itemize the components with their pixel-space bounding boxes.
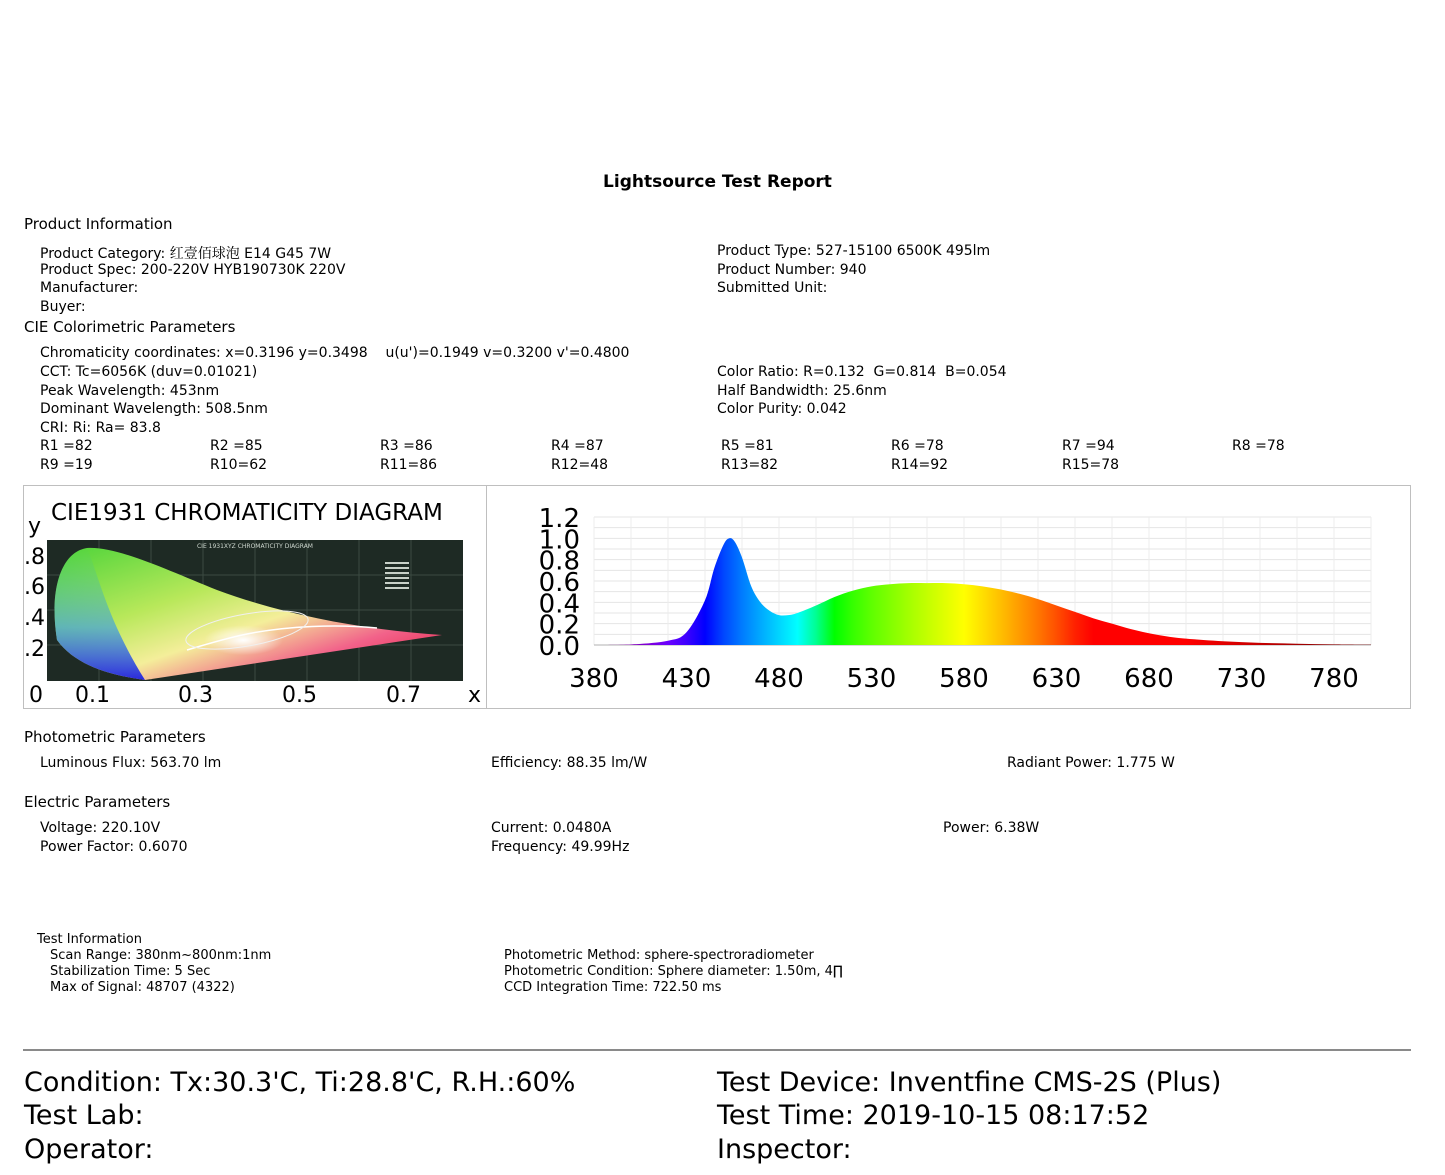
cie-horseshoe-image — [47, 540, 463, 681]
cie-diagram-panel — [23, 485, 487, 709]
power-factor: Power Factor: 0.6070 — [40, 839, 188, 855]
spectrum-y-tick-label: 0.8 — [538, 546, 580, 577]
spectrum-x-tick-label: 430 — [661, 664, 712, 694]
cie-y-tick: .4 — [24, 606, 45, 631]
luminous-flux: Luminous Flux: 563.70 lm — [40, 755, 222, 771]
cie-diagram-title: CIE1931 CHROMATICITY DIAGRAM — [51, 500, 443, 526]
test-device: Test Device: Inventfine CMS-2S (Plus) — [717, 1067, 1222, 1098]
footer-divider — [23, 1049, 1411, 1051]
color-purity: Color Purity: 0.042 — [717, 401, 847, 417]
spectrum-y-tick-label: 0.0 — [538, 632, 580, 662]
buyer: Buyer: — [40, 299, 86, 315]
peak-wavelength: Peak Wavelength: 453nm — [40, 383, 220, 399]
spectrum-y-tick-label: 1.0 — [538, 525, 580, 556]
radiant-power: Radiant Power: 1.775 W — [1007, 755, 1175, 771]
product-spec: Product Spec: 200-220V HYB190730K 220V — [40, 262, 346, 278]
frequency: Frequency: 49.99Hz — [491, 839, 630, 855]
spectrum-x-tick-label: 780 — [1309, 664, 1359, 694]
ri-value: R11=86 — [380, 457, 438, 473]
cri: CRI: Ri: Ra= 83.8 — [40, 420, 161, 436]
voltage: Voltage: 220.10V — [40, 820, 161, 836]
power: Power: 6.38W — [943, 820, 1040, 836]
ri-value: R1 =82 — [40, 438, 93, 454]
spectrum-y-tick-label: 0.2 — [538, 610, 580, 641]
ri-value: R5 =81 — [721, 438, 774, 454]
spectrum-x-tick-label: 530 — [846, 664, 897, 694]
photometric-condition: Photometric Condition: Sphere diameter: 1.50m, 4∏ — [504, 964, 843, 979]
cie-x-tick: 0.1 — [75, 683, 110, 708]
condition: Condition: Tx:30.3'C, Ti:28.8'C, R.H.:60% — [24, 1067, 576, 1098]
cie-x-axis-label: x — [468, 683, 482, 708]
ri-value: R6 =78 — [891, 438, 944, 454]
spectrum-chart — [487, 486, 1410, 708]
operator: Operator: — [24, 1134, 154, 1165]
cie-white-region — [157, 598, 337, 666]
chromaticity-coordinates: Chromaticity coordinates: x=0.3196 y=0.3498 u(u')=0.1949 v=0.3200 v'=0.4800 — [40, 345, 630, 361]
ri-value: R15=78 — [1062, 457, 1120, 473]
spectrum-x-tick-label: 380 — [569, 664, 619, 694]
manufacturer: Manufacturer: — [40, 280, 139, 296]
spectrum-x-tick-label: 580 — [939, 664, 989, 694]
cie-y-tick: .6 — [24, 575, 45, 600]
test-lab: Test Lab: — [24, 1100, 144, 1131]
spectrum-y-tick-label: 0.6 — [538, 568, 580, 598]
stabilization-time: Stabilization Time: 5 Sec — [50, 964, 211, 979]
dominant-wavelength: Dominant Wavelength: 508.5nm — [40, 401, 268, 417]
ri-value: R10=62 — [210, 457, 268, 473]
cct: CCT: Tc=6056K (duv=0.01021) — [40, 364, 258, 380]
half-bandwidth: Half Bandwidth: 25.6nm — [717, 383, 887, 399]
photometric-heading: Photometric Parameters — [24, 728, 206, 746]
max-of-signal: Max of Signal: 48707 (4322) — [50, 980, 235, 995]
current: Current: 0.0480A — [491, 820, 612, 836]
report-title: Lightsource Test Report — [603, 172, 832, 192]
cie-y-axis-label: y — [28, 514, 42, 539]
ri-value: R9 =19 — [40, 457, 93, 473]
cie-y-tick: .2 — [24, 637, 45, 662]
spectrum-x-tick-label: 480 — [754, 664, 804, 694]
photometric-method: Photometric Method: sphere-spectroradiometer — [504, 948, 814, 963]
submitted-unit: Submitted Unit: — [717, 280, 828, 296]
ccd-integration-time: CCD Integration Time: 722.50 ms — [504, 980, 722, 995]
cie-x-tick: 0.5 — [282, 683, 317, 708]
spectrum-y-ticks — [539, 504, 580, 662]
spectrum-panel — [486, 485, 1411, 709]
cie-y-tick: .8 — [24, 545, 45, 570]
spectrum-x-tick-label: 630 — [1031, 664, 1082, 694]
scan-range: Scan Range: 380nm~800nm:1nm — [50, 948, 272, 963]
cie-heading: CIE Colorimetric Parameters — [24, 318, 236, 336]
ri-value: R14=92 — [891, 457, 949, 473]
spectrum-y-tick-label: 0.4 — [538, 589, 580, 620]
inspector: Inspector: — [717, 1134, 852, 1165]
cie-x-tick: 0 — [29, 683, 43, 708]
product-number: Product Number: 940 — [717, 262, 867, 278]
ri-value: R3 =86 — [380, 438, 433, 454]
test-info-heading: Test Information — [37, 932, 142, 947]
cie-inner-title: CIE 1931XYZ CHROMATICITY DIAGRAM — [196, 543, 314, 550]
ri-value: R12=48 — [551, 457, 609, 473]
spectrum-x-tick-label: 730 — [1216, 664, 1267, 694]
electric-heading: Electric Parameters — [24, 793, 171, 811]
ri-value: R8 =78 — [1232, 438, 1285, 454]
ri-value: R13=82 — [721, 457, 779, 473]
spectrum-x-ticks — [569, 664, 1359, 694]
efficiency: Efficiency: 88.35 lm/W — [491, 755, 648, 771]
ri-value: R2 =85 — [210, 438, 263, 454]
cie-x-tick: 0.3 — [178, 683, 213, 708]
spectrum-x-tick-label: 680 — [1124, 664, 1174, 694]
product-info-heading: Product Information — [24, 215, 173, 233]
ri-value: R4 =87 — [551, 438, 604, 454]
spectrum-y-tick-label: 1.2 — [538, 504, 580, 534]
product-type: Product Type: 527-15100 6500K 495lm — [717, 243, 991, 259]
product-category: Product Category: 红壹佰球泡 E14 G45 7W — [40, 246, 332, 262]
ri-value: R7 =94 — [1062, 438, 1115, 454]
test-time: Test Time: 2019-10-15 08:17:52 — [717, 1100, 1150, 1131]
color-ratio: Color Ratio: R=0.132 G=0.814 B=0.054 — [717, 364, 1007, 380]
cie-x-tick: 0.7 — [386, 683, 421, 708]
